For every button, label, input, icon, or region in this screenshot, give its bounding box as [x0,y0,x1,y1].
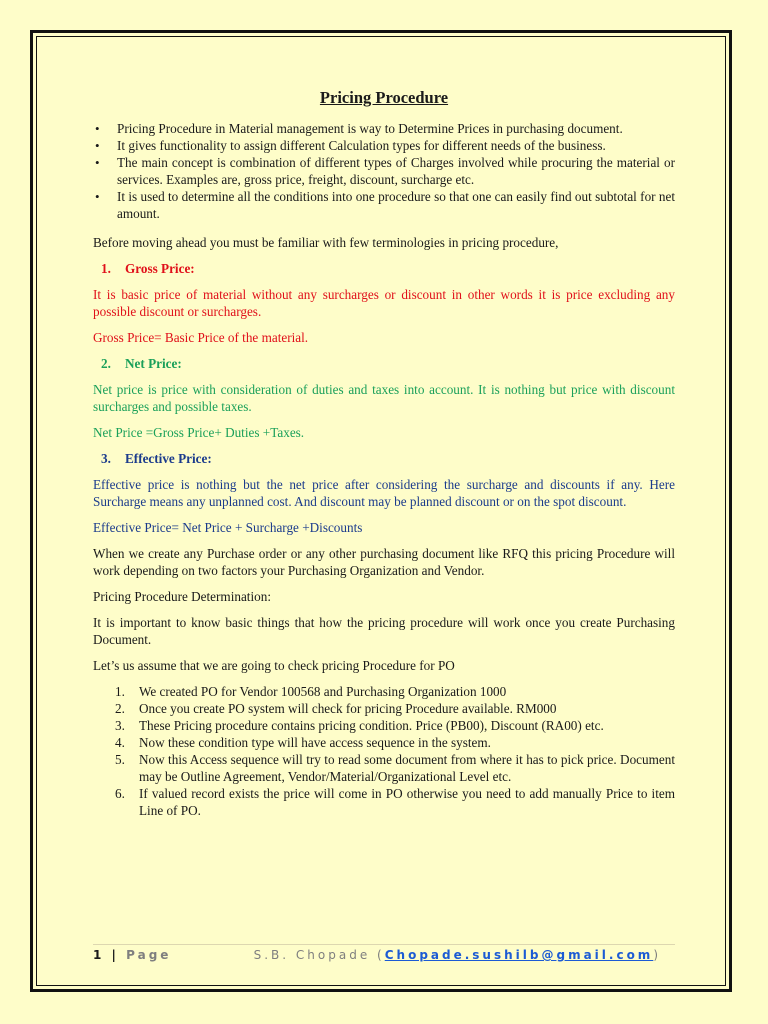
step-number: 1. [115,684,125,699]
step-number: 4. [115,735,125,750]
step-text: Now these condition type will have access sequence in the system. [139,735,491,750]
effective-price-description: Effective price is nothing but the net price after considering the surcharge and discounts if any. Here Surcharge means any unplanned cost. And discount may be planned discount or on the spot discount. [93,477,675,509]
bullet-item: • Pricing Procedure in Material management is way to Determine Prices in purchasing document. [93,120,675,137]
basic-things-paragraph: It is important to know basic things that how the pricing procedure will work once you create Purchasing Document. [93,615,675,647]
gross-price-formula: Gross Price= Basic Price of the material. [93,330,309,345]
step-text: These Pricing procedure contains pricing condition. Price (PB00), Discount (RA00) etc. [139,718,604,733]
list-item [93,700,675,717]
effective-price-formula: Effective Price= Net Price + Surcharge +Discounts [93,520,363,535]
gross-price-description: It is basic price of material without any surcharges or discount in other words it is price excluding any possible discount or surcharges. [93,287,675,319]
document-body [93,88,675,819]
list-item [93,734,675,751]
list-item [93,785,675,819]
section-heading-text: Net Price: [125,356,182,371]
step-text: If valued record exists the price will come in PO otherwise you need to add manually Price to item Line of PO. [139,786,675,818]
section-heading-net-price [101,355,675,372]
bullet-item: • It is used to determine all the conditions into one procedure so that one can easily find out subtotal for net amount. [93,188,675,222]
page-label: Page [126,948,172,962]
section-heading-gross-price [101,260,675,277]
page-footer [93,948,675,966]
assumption-paragraph: Let’s us assume that we are going to check pricing Procedure for PO [93,658,455,673]
step-number: 3. [115,718,125,733]
steps-list [93,683,675,819]
section-heading-effective-price [101,450,675,467]
list-item [93,751,675,785]
step-text: We created PO for Vendor 100568 and Purchasing Organization 1000 [139,684,507,699]
close-paren: ) [653,948,661,962]
step-number: 6. [115,786,125,801]
page-title: Pricing Procedure [319,88,449,107]
section-number: 3. [101,451,111,466]
net-price-description: Net price is price with consideration of duties and taxes into account. It is nothing but price with discount surcharges and possible taxes. [93,382,675,414]
list-item [93,683,675,700]
open-paren: ( [377,948,385,962]
bullet-list [93,120,675,222]
author-name: S.B. Chopade [253,948,371,962]
page-number-value: 1 [93,948,105,962]
step-number: 5. [115,752,125,767]
list-item [93,717,675,734]
bullet-item: • It gives functionality to assign different Calculation types for different needs of the business. [93,137,675,154]
step-text: Now this Access sequence will try to read some document from where it has to pick price. Document may be Outline Agreement, Vendor/Material/Organizational Level etc. [139,752,675,784]
step-number: 2. [115,701,125,716]
section-number: 1. [101,261,111,276]
section-number: 2. [101,356,111,371]
net-price-formula: Net Price =Gross Price+ Duties +Taxes. [93,425,305,440]
bullet-item: • The main concept is combination of different types of Charges involved while procuring the material or services. Examples are, gross price, freight, discount, surcharge etc. [93,154,675,188]
footer-divider [93,944,675,945]
purchasing-doc-paragraph: When we create any Purchase order or any other purchasing document like RFQ this pricing Procedure will work depending on two factors your Purchasing Organization and Vendor. [93,546,675,578]
determination-label: Pricing Procedure Determination: [93,589,271,604]
page-number [93,948,171,962]
footer-author [254,948,661,962]
author-email-link[interactable]: Chopade.sushilb@gmail.com [384,948,654,962]
section-heading-text: Effective Price: [125,451,212,466]
section-heading-text: Gross Price: [125,261,195,276]
intro-paragraph: Before moving ahead you must be familiar with few terminologies in pricing procedure, [93,235,559,250]
step-text: Once you create PO system will check for pricing Procedure available. RM000 [139,701,557,716]
page-separator: | [111,948,119,962]
